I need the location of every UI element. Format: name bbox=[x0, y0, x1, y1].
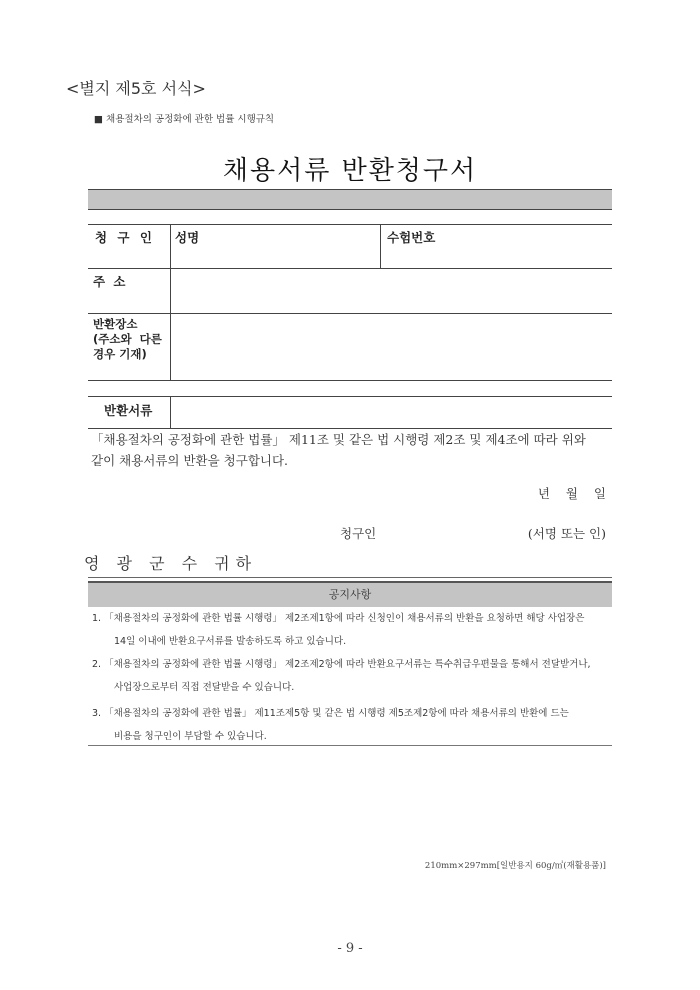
notice-item bbox=[92, 607, 612, 653]
return-location-label-line: 반환장소 bbox=[93, 317, 138, 331]
exam-number-field[interactable] bbox=[382, 244, 610, 266]
form-number-label: <별지 제5호 서식> bbox=[66, 79, 206, 98]
return-location-label-line: (주소와 다른 bbox=[93, 332, 162, 346]
notice-text: 「채용절차의 공정화에 관한 법률」 제11조제5항 및 같은 법 시행령 제5조제2항에 따라 채용서류의 반환에 드는 bbox=[104, 708, 569, 719]
requester-sign-label: 청구인 bbox=[340, 526, 377, 541]
notice-text: 14일 이내에 반환요구서류를 발송하도록 하고 있습니다. bbox=[114, 636, 347, 647]
notice-item bbox=[92, 653, 612, 699]
table-col-divider bbox=[170, 396, 171, 428]
request-statement bbox=[91, 429, 611, 471]
notice-bottom-rule bbox=[88, 745, 612, 746]
signature-label: (서명 또는 인) bbox=[527, 526, 606, 541]
paper-spec: 210mm×297mm[일반용지 60g/㎡(재활용품)] bbox=[424, 861, 606, 871]
notice-top-rule bbox=[88, 577, 612, 578]
notice-number: 2. bbox=[92, 659, 102, 670]
bullet-square-icon: ■ bbox=[94, 114, 103, 125]
exam-number-label: 수험번호 bbox=[387, 230, 436, 245]
requester-label: 청 구 인 bbox=[95, 230, 152, 245]
table-rule bbox=[88, 224, 612, 225]
notice-title: 공지사항 bbox=[88, 581, 612, 607]
notice-text: 「채용절차의 공정화에 관한 법률 시행령」 제2조제1항에 따라 신청인이 채용서류의 반환을 요청하면 해당 사업장은 bbox=[104, 613, 585, 624]
table-rule bbox=[88, 313, 612, 314]
name-field[interactable] bbox=[172, 244, 378, 266]
document-title: 채용서류 반환청구서 bbox=[222, 156, 478, 186]
notice-text: 「채용절차의 공정화에 관한 법률 시행령」 제2조제2항에 따라 반환요구서류는 특수취급우편물을 통해서 전달받거나, bbox=[104, 659, 591, 670]
address-field[interactable] bbox=[172, 270, 610, 311]
page-number: - 9 - bbox=[337, 941, 363, 956]
law-reference bbox=[94, 111, 274, 125]
return-location-label bbox=[93, 317, 162, 362]
address-label: 주 소 bbox=[93, 274, 126, 289]
return-documents-label: 반환서류 bbox=[104, 403, 153, 418]
addressee: 영 광 군 수 귀하 bbox=[84, 554, 258, 573]
header-gray-bar bbox=[88, 189, 612, 210]
table-rule bbox=[88, 396, 612, 397]
return-documents-field[interactable] bbox=[172, 398, 610, 426]
table-col-divider bbox=[380, 224, 381, 268]
notice-item bbox=[92, 702, 612, 748]
return-location-label-line: 경우 기재) bbox=[93, 347, 147, 361]
law-reference-text: 채용절차의 공정화에 관한 법률 시행규칙 bbox=[106, 114, 275, 125]
name-field-label: 성명 bbox=[175, 230, 200, 245]
notice-number: 3. bbox=[92, 708, 102, 719]
table-rule bbox=[88, 268, 612, 269]
table-rule bbox=[88, 380, 612, 381]
notice-text: 사업장으로부터 직접 전달받을 수 있습니다. bbox=[114, 682, 295, 693]
statement-line: 같이 채용서류의 반환을 청구합니다. bbox=[91, 453, 289, 468]
table-col-divider bbox=[170, 224, 171, 380]
return-location-field[interactable] bbox=[172, 315, 610, 378]
notice-text: 비용을 청구인이 부담할 수 있습니다. bbox=[114, 731, 267, 742]
statement-line: 「채용절차의 공정화에 관한 법률」 제11조 및 같은 법 시행령 제2조 및 제4조에 따라 위와 bbox=[91, 432, 586, 447]
date-line: 년 월 일 bbox=[537, 486, 606, 501]
notice-number: 1. bbox=[92, 613, 102, 624]
